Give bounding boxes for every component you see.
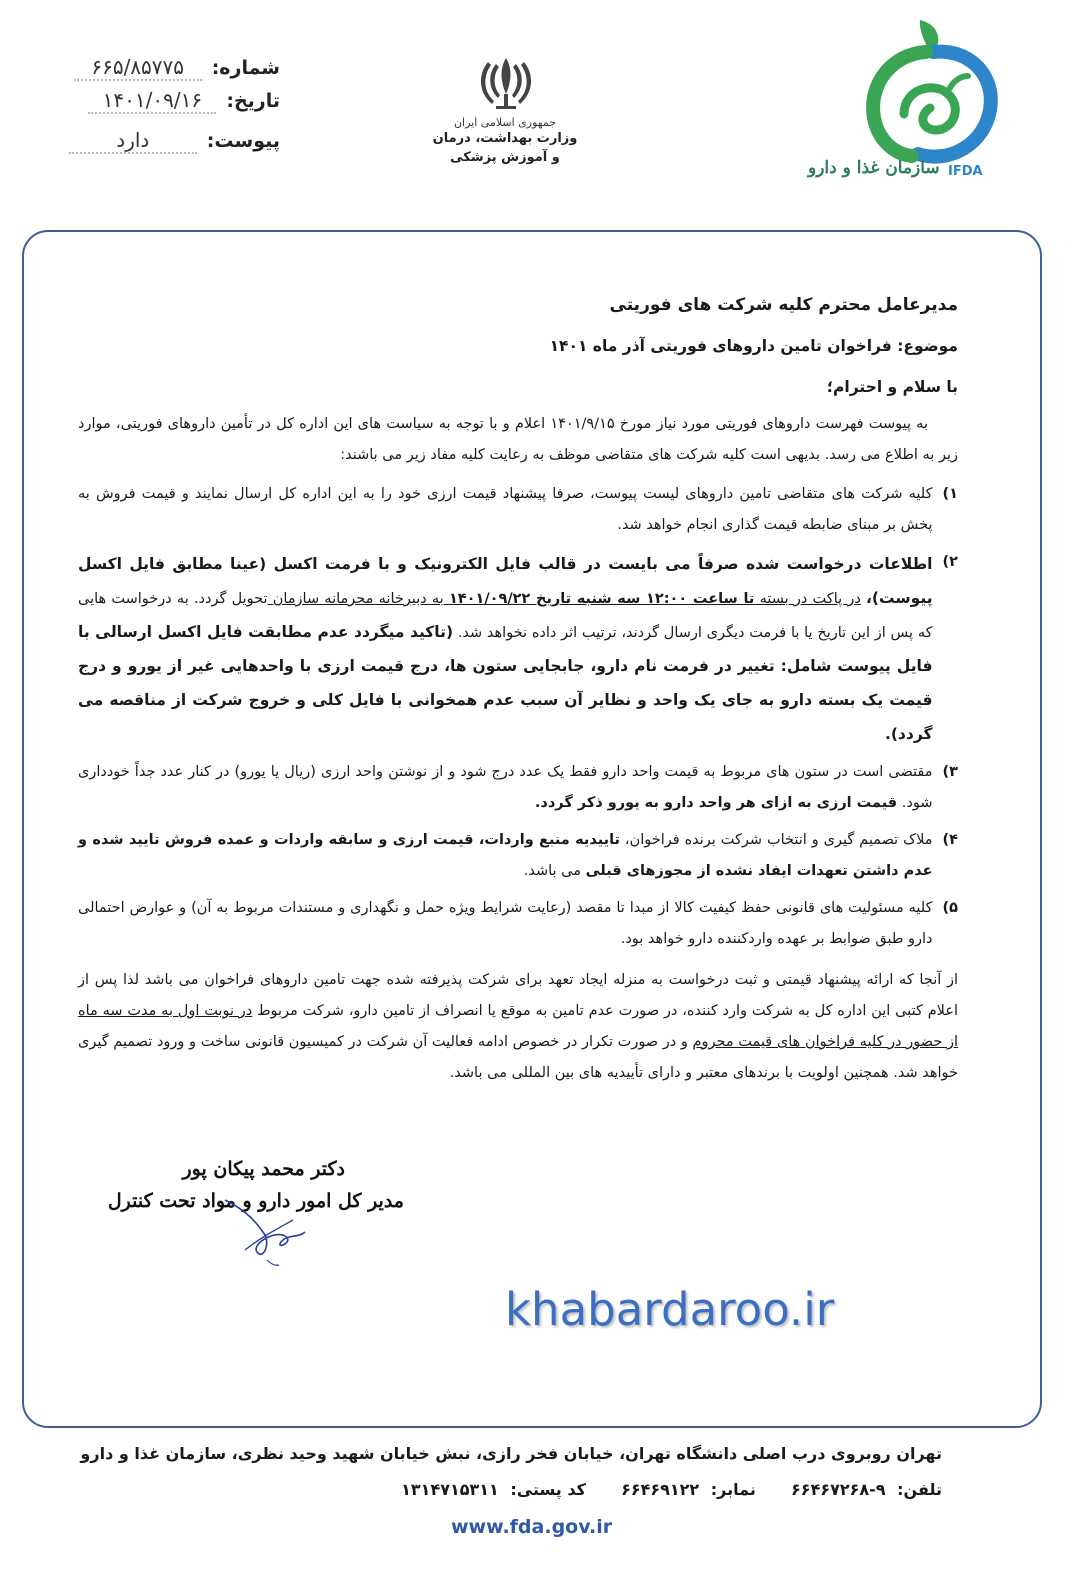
signer-title: مدیر کل امور دارو و مواد تحت کنترل	[107, 1190, 404, 1212]
phone-value: ۹-۶۶۴۶۷۲۶۸	[791, 1480, 886, 1499]
number-value: ۶۶۵/۸۵۷۷۵	[74, 55, 202, 81]
item4-end: می باشد.	[523, 863, 582, 879]
item2-heading: اطلاعات درخواست شده صرفاً می بایست در قالب فایل الکترونیک و با فرمت اکسل (عینا مطابق فایل اکسل پیوست)،	[78, 555, 933, 607]
item3-note: قیمت ارزی به ازای هر واحد دارو به یورو ذکر گردد.	[534, 795, 898, 811]
item-text-group	[78, 547, 933, 751]
item4-criteria: تاییدیه منبع واردات، قیمت ارزی و سابقه واردات و عمده فروش تایید شده و عدم داشتن تعهدات ایفاد نشده از مجوزهای قبلی	[78, 832, 933, 879]
letter-body	[78, 290, 958, 1089]
attachment-value: دارد	[69, 128, 197, 154]
item3-text: مقتضی است در ستون های مربوط به قیمت واحد دارو فقط یک عدد درج شود و از نوشتن واحد ارزی (ریال یا یورو) در کنار عدد جداً خودداری شود.	[78, 764, 933, 811]
item2-warning: (تاکید میگردد عدم مطابقت فایل اکسل ارسالی با فایل پیوست شامل: تغییر در فرمت نام دارو، جابجایی ستون ها، درج قیمت ارزی با واحدهایی غیر از یورو و درج قیمت یک بسته دارو به جای یک واحد و نظایر آن سبب عدم همخوانی با فایل کلی و خروج شرکت از مناقصه می گردد).	[78, 623, 933, 743]
deadline-underlined	[267, 591, 860, 607]
letter-number-row	[74, 55, 280, 81]
republic-label: جمهوری اسلامی ایران	[453, 116, 557, 129]
list-item	[78, 547, 958, 751]
item-text-group	[78, 757, 933, 819]
list-item	[78, 893, 958, 955]
date-label: تاریخ:	[226, 90, 280, 112]
subject: موضوع: فراخوان تامین داروهای فوریتی آذر ماه ۱۴۰۱	[549, 337, 958, 355]
intro-paragraph: به پیوست فهرست داروهای فوریتی مورد نیاز مورخ ۱۴۰۱/۹/۱۵ اعلام و با توجه به سیاست های این اداره کل در تأمین داروهای فوریتی، موارد زیر به اطلاع می رسد. بدیهی است کلیه شرکت های متقاضی موظف به رعایت کلیه مفاد زیر می باشند:	[78, 416, 958, 463]
ministry-line2: و آموزش پزشکی	[450, 150, 560, 165]
item-text: کلیه شرکت های متقاضی تامین داروهای لیست پیوست، صرفا پیشنهاد قیمت ارزی خود را به این اداره کل ارسال نمایند و قیمت فروش به پخش بر مبنای ضابطه قیمت گذاری انجام خواهد شد.	[78, 486, 933, 533]
handwritten-signature-icon	[215, 1190, 315, 1270]
website-link[interactable]: www.fda.gov.ir	[451, 1516, 613, 1538]
greeting: با سلام و احترام؛	[826, 378, 958, 396]
signer-name: دکتر محمد پیکان پور	[182, 1158, 345, 1180]
item2-deadline: تا ساعت ۱۲:۰۰ سه شنبه تاریخ ۱۴۰۱/۰۹/۲۲	[448, 591, 755, 607]
date-value: ۱۴۰۱/۰۹/۱۶	[88, 88, 216, 114]
addressee: مدیرعامل محترم کلیه شرکت های فوریتی	[609, 295, 958, 315]
number-label: شماره:	[211, 57, 280, 79]
item-number: ۴)	[942, 832, 958, 848]
fax-label: نمابر:	[710, 1480, 756, 1499]
attachment-label: پیوست:	[206, 130, 280, 152]
closing-text-end: و در صورت تکرار در خصوص ادامه فعالیت آن شرکت در کمیسیون قانونی ساخت و ورود تصمیم گیری خواهد شد. همچنین اولویت با برندهای معتبر و دارای تأییدیه های بین المللی می باشد.	[78, 1034, 958, 1081]
item-text: کلیه مسئولیت های قانونی حفظ کیفیت کالا از مبدا تا مقصد (رعایت شرایط ویژه حمل و نگهداری و مستندات مربوط به آن) و عوارض احتمالی دارو طبق ضوابط بر عهده واردکننده دارو خواهد بود.	[78, 900, 933, 947]
letter-attachment-row	[69, 128, 280, 154]
letter-date-row	[88, 88, 280, 114]
postal-label: کد پستی:	[510, 1480, 586, 1499]
footer-contacts	[401, 1480, 942, 1499]
closing-text: از آنجا که ارائه پیشنهاد قیمتی و ثبت درخواست به منزله ایجاد تعهد برای شرکت پذیرفته شده جهت تامین داروهای فراخوان می باشد لذا پس از اعلام کتبی این اداره کل به شرکت وارد کننده، در صورت عدم تامین به موقع یا انصراف از تامین دارو، شرکت مربوط	[78, 972, 959, 1019]
item-number: ۳)	[942, 764, 958, 780]
item-number: ۵)	[942, 900, 958, 916]
footer-address: تهران روبروی درب اصلی دانشگاه تهران، خیابان فخر رازی، نبش خیابان شهید وحید نظری، سازمان غذا و دارو	[80, 1444, 942, 1463]
item-number: ۲)	[942, 554, 958, 570]
item2-sealed: در پاکت در بسته	[759, 591, 861, 607]
item2-secretariat: به دبیرخانه محرمانه سازمان	[272, 591, 444, 607]
item-text-group	[78, 825, 933, 887]
watermark: khabardaroo.ir	[505, 1283, 835, 1336]
ministry-line1: وزارت بهداشت، درمان	[432, 131, 578, 146]
postal-value: ۱۳۱۴۷۱۵۳۱۱	[401, 1480, 499, 1499]
ministry-block	[430, 116, 580, 167]
fax-value: ۶۶۴۶۹۱۲۲	[621, 1480, 700, 1499]
phone-label: تلفن:	[897, 1480, 942, 1499]
ifda-logo-icon	[858, 18, 1008, 168]
iran-emblem-icon	[466, 54, 546, 114]
list-item	[78, 757, 958, 819]
closing-penalty: در نوبت اول به مدت سه ماه از حضور در کلیه فراخوان های قیمت محروم	[78, 1003, 958, 1050]
item2-delivery: تحویل گردد. به درخواست هایی که پس از این تاریخ یا با فرمت دیگری ارسال گردند، ترتیب اثر داده نخواهد شد.	[78, 591, 933, 641]
closing-paragraph	[78, 965, 958, 1089]
item4-text: ملاک تصمیم گیری و انتخاب شرکت برنده فراخوان،	[624, 832, 933, 848]
list-item	[78, 825, 958, 887]
item-number: ۱)	[942, 486, 958, 502]
org-name: سازمان غذا و دارو	[808, 158, 940, 178]
org-abbr: IFDA	[948, 164, 983, 179]
list-item	[78, 479, 958, 541]
